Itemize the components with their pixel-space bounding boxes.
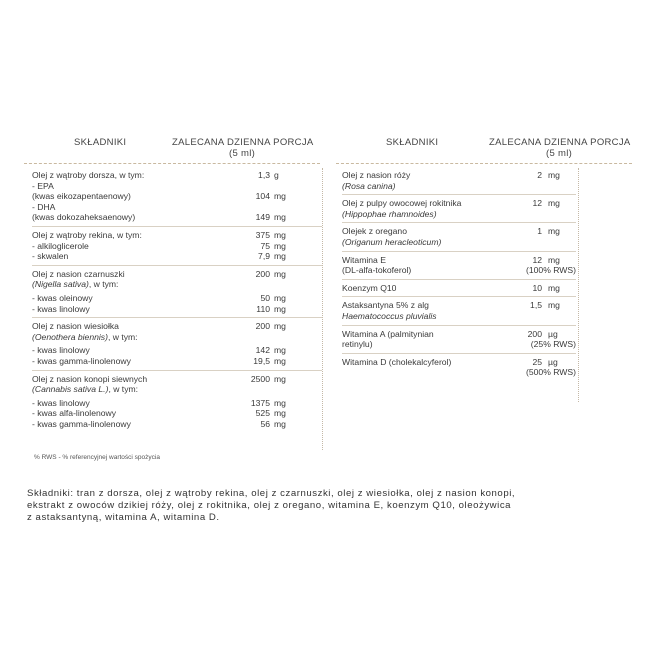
row-value: 12 [532, 254, 542, 265]
right-header-portion-unit: (5 ml) [546, 148, 573, 159]
row-unit: mg [274, 419, 286, 429]
row-rws: (100% RWS) [526, 265, 576, 276]
row-value: 25 [532, 356, 542, 367]
row-value: 104 [255, 191, 270, 202]
left-header-divider [24, 163, 320, 164]
right-header-portion: ZALECANA DZIENNA PORCJA [489, 137, 631, 148]
row-divider [342, 279, 576, 280]
row-unit: mg [548, 282, 560, 293]
row-unit: mg [548, 300, 560, 311]
row-divider [342, 251, 576, 252]
row-divider [32, 226, 322, 227]
ingredients-line: z astaksantyną, witamina A, witamina D. [27, 512, 220, 523]
row-unit: mg [548, 254, 560, 265]
row-label-line: - kwas oleinowy [32, 293, 93, 303]
row-label [342, 283, 396, 294]
row-label-line: (Hippophae rhamnoides) [342, 208, 437, 219]
row-unit: mg [274, 397, 286, 408]
row-label-line: (Cannabis sativa L.), w tym: [32, 384, 139, 395]
row-divider [32, 317, 322, 318]
row-value: 525 [255, 408, 270, 419]
row-unit: mg [274, 212, 286, 223]
row-value: 1 [537, 226, 542, 237]
row-label-line: Olej z nasion wiesiołka [32, 321, 119, 332]
row-value: 10 [532, 282, 542, 293]
row-label-line: Astaksantyna 5% z alg [342, 300, 429, 311]
row-value: 110 [256, 303, 270, 314]
row-label-line: retinylu) [342, 339, 373, 350]
row-label [32, 398, 90, 409]
row-label [32, 419, 131, 430]
left-header-portion: ZALECANA DZIENNA PORCJA [172, 137, 314, 148]
row-value: 142 [255, 345, 270, 356]
row-label [32, 241, 89, 252]
row-unit: mg [274, 240, 286, 251]
row-label [342, 300, 437, 321]
row-divider [342, 325, 576, 326]
row-unit: mg [274, 191, 286, 202]
row-unit: mg [274, 251, 286, 262]
row-label-line: - skwalen [32, 251, 69, 262]
row-label [32, 269, 125, 290]
row-label [32, 408, 116, 419]
row-label-line: (Rosa canina) [342, 180, 396, 191]
ingredients-line: ekstrakt z owoców dzikiej róży, olej z rokitnika, olej z oregano, witamina E, koenzym Q10, oleożywica [27, 500, 512, 511]
row-label [32, 170, 144, 181]
row-value: 1,5 [530, 300, 542, 311]
left-table [32, 168, 322, 458]
row-label [32, 230, 142, 241]
row-unit: mg [548, 170, 560, 180]
row-label-line: - kwas alfa-linolenowy [32, 408, 117, 419]
row-value: 19,5 [253, 356, 270, 366]
row-unit: µg [548, 328, 558, 339]
row-value: 200 [255, 321, 270, 332]
row-label [32, 202, 135, 223]
row-label-line: - kwas gamma-linolenowy [32, 419, 131, 429]
row-label [32, 304, 90, 315]
row-value: 1375 [250, 397, 270, 408]
row-label-line: - kwas linolowy [32, 397, 90, 408]
row-label [342, 357, 451, 368]
row-value: 200 [255, 268, 270, 279]
row-label-line: Olej z nasion czarnuszki [32, 268, 125, 279]
row-label-line: - DHA [32, 201, 56, 212]
ingredients-line: Składniki: tran z dorsza, olej z wątroby rekina, olej z czarnuszki, olej z wiesiołka, olej z nasion konopi, [27, 488, 516, 499]
row-divider [32, 265, 322, 266]
row-value: 149 [255, 212, 270, 223]
row-label-line: Witamina D (cholekalcyferol) [342, 356, 452, 367]
row-label [32, 181, 131, 202]
row-value: 1,3 [258, 170, 270, 180]
row-label [32, 321, 138, 342]
row-unit: µg [548, 356, 558, 367]
row-value: 375 [255, 230, 270, 240]
row-unit: mg [274, 345, 286, 356]
right-table [342, 168, 582, 408]
row-label-line: Haematococcus pluvialis [342, 310, 437, 321]
row-unit: mg [274, 356, 286, 366]
right-table-border [578, 168, 579, 402]
row-label-line: - EPA [32, 180, 54, 191]
row-label [32, 251, 68, 262]
row-divider [32, 370, 322, 371]
row-label-line: (Nigella sativa), w tym: [32, 279, 119, 290]
right-header-divider [336, 163, 632, 164]
row-rws: (500% RWS) [526, 367, 576, 378]
row-label [32, 356, 131, 367]
row-label [342, 198, 461, 219]
row-unit: mg [274, 268, 286, 279]
row-value: 12 [532, 198, 542, 209]
row-label [32, 293, 93, 304]
row-divider [342, 194, 576, 195]
row-label-line: Koenzym Q10 [342, 282, 397, 293]
row-unit: g [274, 170, 279, 180]
row-label-line: - kwas linolowy [32, 345, 90, 356]
row-value: 200 [527, 328, 542, 339]
row-unit: mg [274, 230, 286, 240]
row-unit: mg [274, 321, 286, 332]
left-header-portion-unit: (5 ml) [229, 148, 256, 159]
row-label-line: - kwas linolowy [32, 303, 90, 314]
row-unit: mg [548, 198, 560, 209]
row-label-line: Witamina A (palmitynian [342, 328, 434, 339]
row-divider [342, 353, 576, 354]
row-label-line: Witamina E [342, 254, 386, 265]
left-table-border [322, 168, 323, 450]
row-label-line: (DL-alfa-tokoferol) [342, 265, 412, 276]
row-label-line: (Oenothera biennis), w tym: [32, 331, 138, 342]
row-value: 75 [260, 240, 270, 251]
row-label-line: (kwas eikozapentaenowy) [32, 191, 131, 202]
footnote-rws: % RWS - % referencyjnej wartości spożycia [34, 454, 160, 461]
row-unit: mg [274, 293, 286, 303]
row-unit: mg [548, 226, 560, 237]
row-value: 56 [260, 419, 270, 429]
left-header-ingredients: SKŁADNIKI [74, 137, 127, 148]
row-unit: mg [274, 408, 286, 419]
row-divider [342, 296, 576, 297]
row-label-line: - kwas gamma-linolenowy [32, 356, 131, 366]
row-value: 50 [260, 293, 270, 303]
row-label [342, 255, 411, 276]
row-label-line: Olej z wątroby dorsza, w tym: [32, 170, 145, 180]
row-label-line: Olej z wątroby rekina, w tym: [32, 230, 142, 240]
row-label [32, 345, 90, 356]
row-label-line: Olej z nasion konopi siewnych [32, 373, 148, 384]
row-value: 7,9 [258, 251, 270, 262]
row-label-line: Olej z nasion róży [342, 170, 411, 180]
row-rws: (25% RWS) [530, 339, 576, 350]
row-unit: mg [274, 373, 286, 384]
row-label-line: (Origanum heracleoticum) [342, 236, 442, 247]
row-divider [342, 222, 576, 223]
row-label [32, 374, 147, 395]
row-label-line: Olejek z oregano [342, 226, 407, 237]
ingredients-text [27, 488, 627, 524]
row-value: 2500 [250, 373, 270, 384]
row-label-line: (kwas dokozaheksaenowy) [32, 212, 136, 223]
row-label-line: - alkiloglicerole [32, 240, 89, 251]
row-label-line: Olej z pulpy owocowej rokitnika [342, 198, 462, 209]
row-unit: mg [274, 303, 286, 314]
row-label [342, 170, 410, 191]
row-label [342, 226, 441, 247]
right-header-ingredients: SKŁADNIKI [386, 137, 439, 148]
row-value: 2 [537, 170, 542, 180]
row-label [342, 329, 434, 350]
